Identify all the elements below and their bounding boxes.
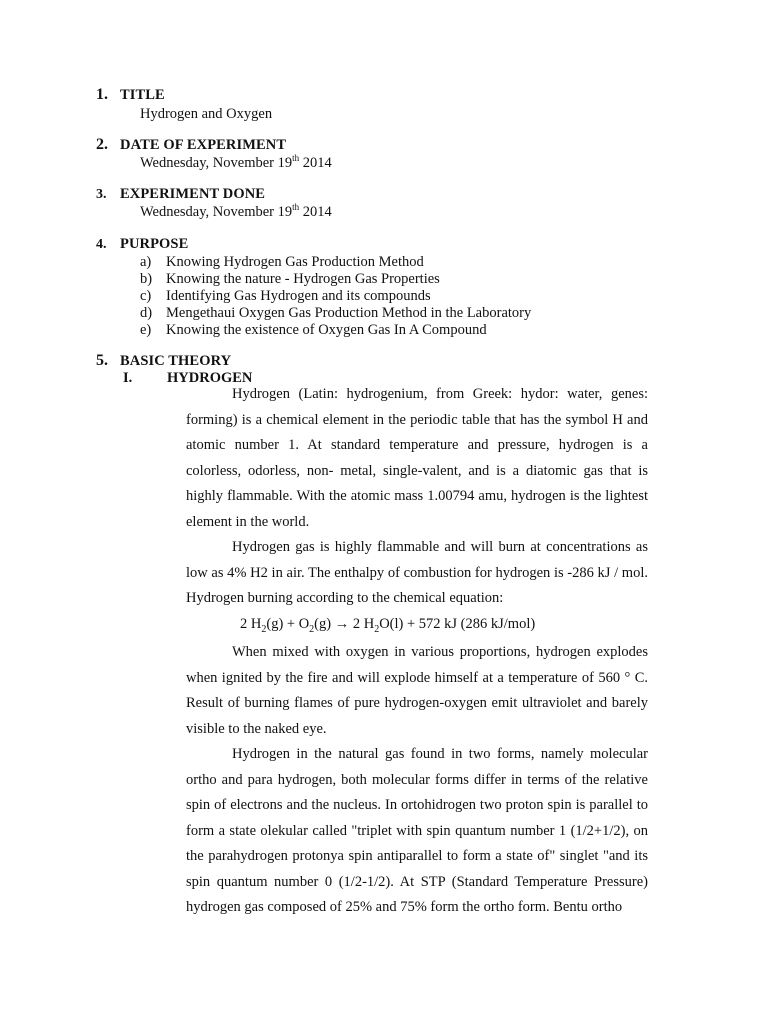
section-heading: PURPOSE: [120, 236, 189, 252]
list-text: Knowing the existence of Oxygen Gas In A Compound: [166, 322, 487, 338]
list-letter: d): [140, 305, 153, 321]
date-year: 2014: [299, 155, 332, 171]
section-basic-theory: [96, 352, 231, 370]
equation-subscript: 2: [261, 623, 267, 635]
list-item: [140, 322, 531, 339]
equation-subscript: 2: [309, 623, 315, 635]
subsection-title: HYDROGEN: [167, 370, 253, 386]
purpose-list: [140, 254, 531, 339]
section-experiment-done: [96, 186, 265, 203]
list-text: Knowing Hydrogen Gas Production Method: [166, 254, 424, 270]
list-item: [140, 271, 531, 288]
paragraph: Hydrogen gas is highly flammable and will burn at concentrations as low as 4% H2 in air. The enthalpy of combustion for hydrogen is -286 kJ / mol. Hydrogen burning according to the chemical equation:: [186, 539, 648, 606]
list-letter: a): [140, 254, 152, 270]
section-heading: DATE OF EXPERIMENT: [120, 137, 287, 153]
section-number: 5.: [96, 352, 108, 369]
equation-part: (g) → 2 H: [314, 616, 375, 632]
date-ordinal: th: [292, 202, 300, 212]
equation-part: (g) + O: [266, 616, 310, 632]
section-number: 3.: [96, 187, 107, 202]
list-text: Mengethaui Oxygen Gas Production Method in the Laboratory: [166, 305, 532, 321]
section-number: 2.: [96, 136, 108, 153]
date-text: Wednesday, November 19: [140, 155, 293, 171]
equation-subscript: 2: [374, 623, 380, 635]
body-block-2: [186, 640, 648, 921]
list-text: Identifying Gas Hydrogen and its compounds: [166, 288, 431, 304]
list-letter: b): [140, 271, 153, 287]
chemical-equation: [240, 616, 535, 635]
equation-part: 2 H: [240, 616, 262, 632]
experiment-done-value: [140, 204, 332, 221]
date-text: Wednesday, November 19: [140, 204, 293, 220]
paragraph: Hydrogen (Latin: hydrogenium, from Greek: hydor: water, genes: forming) is a chemical element in the periodic table that has the symbol H and atomic number 1. At standard temperature and pressure, hydrogen is a colorless, odorless, non- metal, single-valent, and is a diatomic gas that is highly flammable. With the atomic mass 1.00794 amu, hydrogen is the lightest element in the world.: [186, 386, 648, 530]
section-purpose: [96, 236, 188, 253]
section-number: 4.: [96, 237, 107, 252]
list-letter: e): [140, 322, 152, 338]
list-letter: c): [140, 288, 152, 304]
subsection-number: I.: [123, 370, 133, 386]
body-block-1: [186, 382, 648, 612]
list-text: Knowing the nature - Hydrogen Gas Properties: [166, 271, 440, 287]
section-number: 1.: [96, 86, 108, 103]
section-heading: TITLE: [120, 87, 165, 103]
section-heading: EXPERIMENT DONE: [120, 186, 266, 202]
date-of-experiment-value: [140, 155, 332, 172]
list-item: [140, 254, 531, 271]
date-ordinal: th: [292, 153, 300, 163]
paragraph: When mixed with oxygen in various proportions, hydrogen explodes when ignited by the fire and will explode himself at a temperature of 560 ° C. Result of burning flames of pure hydrogen-oxygen emit ultraviolet and barely visible to the naked eye.: [186, 644, 648, 737]
list-item: [140, 305, 531, 322]
section-heading: BASIC THEORY: [120, 353, 232, 369]
paragraph: Hydrogen in the natural gas found in two forms, namely molecular ortho and para hydrogen, both molecular forms differ in terms of the relative spin of electrons and the nucleus. In ortohidrogen two proton spin is parallel to form a state olekular called "triplet with spin quantum number 1 (1/2+1/2), on the parahydrogen protonya spin antiparallel to form a state of" singlet "and its spin quantum number 0 (1/2-1/2). At STP (Standard Temperature Pressure) hydrogen gas composed of 25% and 75% form the ortho form. Bentu ortho: [186, 746, 648, 915]
date-year: 2014: [299, 204, 332, 220]
title-value: Hydrogen and Oxygen: [140, 106, 273, 122]
section-date-of-experiment: [96, 136, 286, 154]
list-item: [140, 288, 531, 305]
section-title: [96, 86, 165, 104]
equation-part: O(l) + 572 kJ (286 kJ/mol): [379, 616, 536, 632]
